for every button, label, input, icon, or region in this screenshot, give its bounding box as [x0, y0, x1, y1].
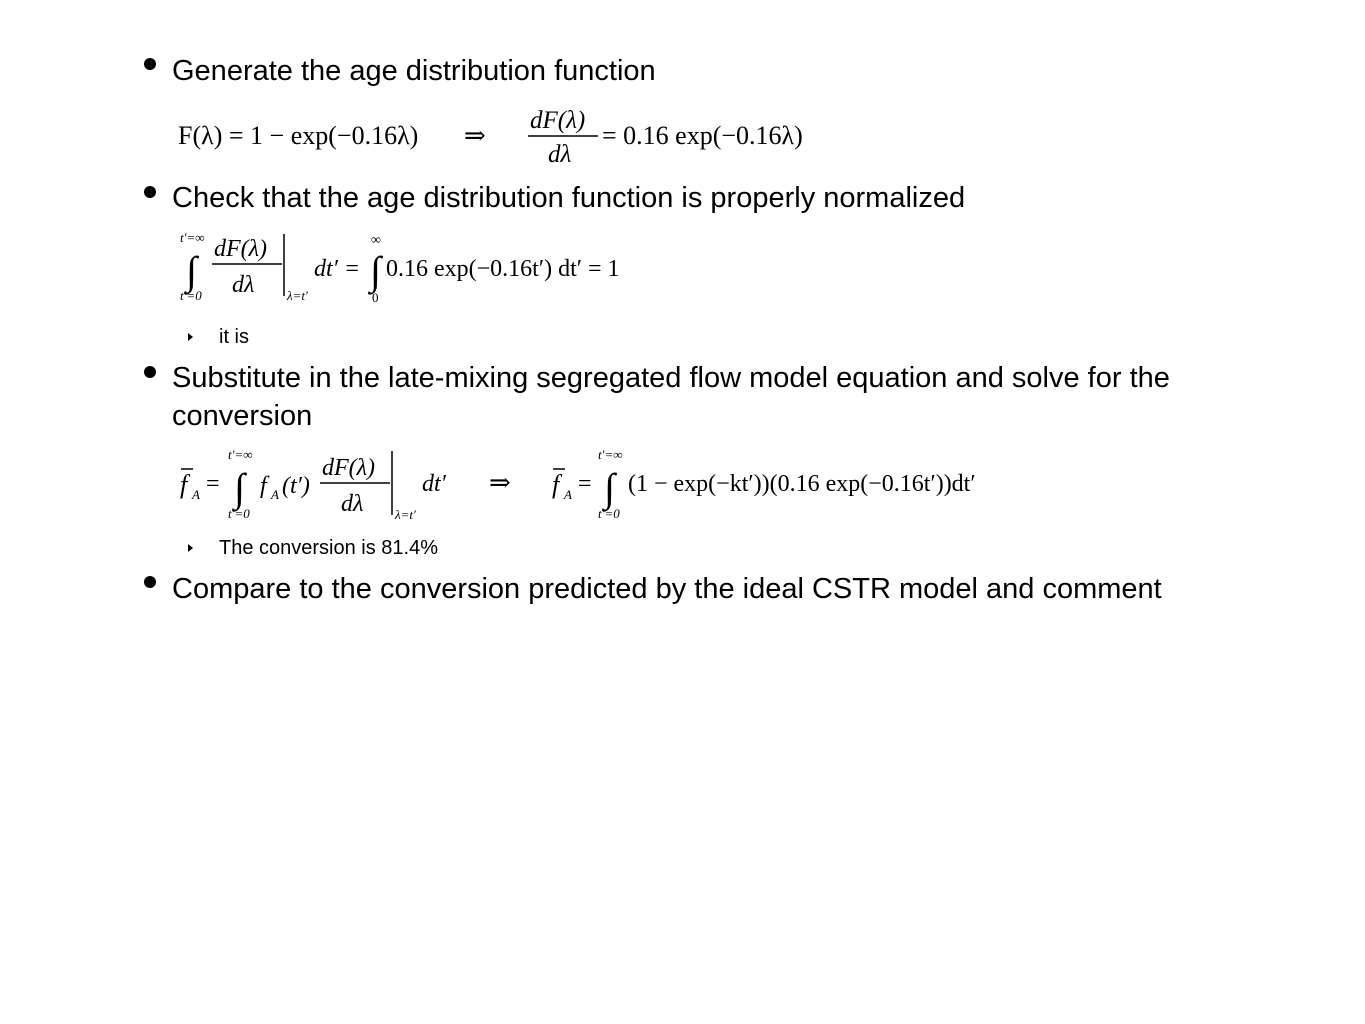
eq1-rhs: = 0.16 exp(−0.16λ) [602, 121, 803, 150]
eq3-lower-limit-2: t′=0 [598, 506, 620, 521]
eq1-deriv-den: dλ [548, 141, 572, 168]
bullet-text: Substitute in the late-mixing segregated flow model equation and solve for the conversion [172, 362, 1170, 432]
eq2-eval-sub: λ=t′ [287, 288, 308, 303]
eq3-integral-sign-2: ∫ [604, 465, 615, 510]
equation-segregated-flow [178, 445, 1028, 530]
eq3-eval-sub: λ=t′ [395, 507, 416, 522]
bullet-dot [144, 576, 156, 588]
eq3-integrand: f [260, 473, 267, 499]
bullet-dot [144, 58, 156, 70]
sub-bullet-text: it is [219, 326, 249, 348]
eq2-integral-sign: ∫ [186, 248, 197, 293]
eq3-deriv-num: dF(λ) [322, 455, 376, 481]
eq3-fbar: f [180, 470, 188, 499]
sub-bullet-arrow [188, 544, 193, 552]
eq3-integrand-arg: (t′) [282, 473, 310, 499]
eq1-implies: ⇒ [464, 121, 486, 150]
eq2-upper-limit-2: ∞ [371, 233, 381, 248]
eq2-upper-limit: t′=∞ [180, 230, 205, 245]
eq2-mid: dt′ = [314, 256, 361, 282]
eq1-deriv-num: dF(λ) [530, 107, 586, 134]
equation-normalization [178, 230, 648, 310]
sub-bullet-arrow [188, 333, 193, 341]
bullet-text: Check that the age distribution function is properly normalized [172, 182, 966, 214]
eq3-integral-sign: ∫ [234, 465, 245, 510]
bullet-dot [144, 186, 156, 198]
eq3-integrand-sub: A [271, 487, 279, 502]
eq2-lower-limit: t′=0 [180, 288, 202, 303]
eq3-fbar-sub-2: A [564, 487, 572, 502]
eq1-lhs: F(λ) = 1 − exp(−0.16λ) [178, 121, 419, 150]
eq3-upper-limit: t′=∞ [228, 447, 253, 462]
eq3-upper-limit-2: t′=∞ [598, 447, 623, 462]
eq3-lower-limit: t′=0 [228, 506, 250, 521]
bullet-text: Generate the age distribution function [172, 55, 656, 87]
sub-bullet-text: The conversion is 81.4% [219, 537, 439, 559]
eq3-equals: = [206, 471, 220, 497]
equation-age-distribution [178, 100, 818, 170]
eq3-fbar-sub: A [192, 487, 200, 502]
eq3-fbar-2: f [552, 470, 560, 499]
eq3-implies: ⇒ [489, 468, 511, 497]
eq3-equals-2: = [578, 471, 592, 497]
eq3-rhs: (1 − exp(−kt′))(0.16 exp(−0.16t′))dt′ [628, 471, 976, 497]
eq2-integral-sign-2: ∫ [370, 248, 381, 293]
bullet-text: Compare to the conversion predicted by the ideal CSTR model and comment [172, 573, 1162, 605]
eq2-deriv-den: dλ [232, 272, 255, 298]
eq2-lower-limit-2: 0 [372, 290, 379, 305]
eq2-rhs: 0.16 exp(−0.16t′) dt′ = 1 [386, 256, 620, 282]
eq2-deriv-num: dF(λ) [214, 236, 268, 262]
bullet-dot [144, 366, 156, 378]
eq3-deriv-den: dλ [341, 491, 364, 517]
eq3-dt: dt′ [422, 471, 446, 497]
